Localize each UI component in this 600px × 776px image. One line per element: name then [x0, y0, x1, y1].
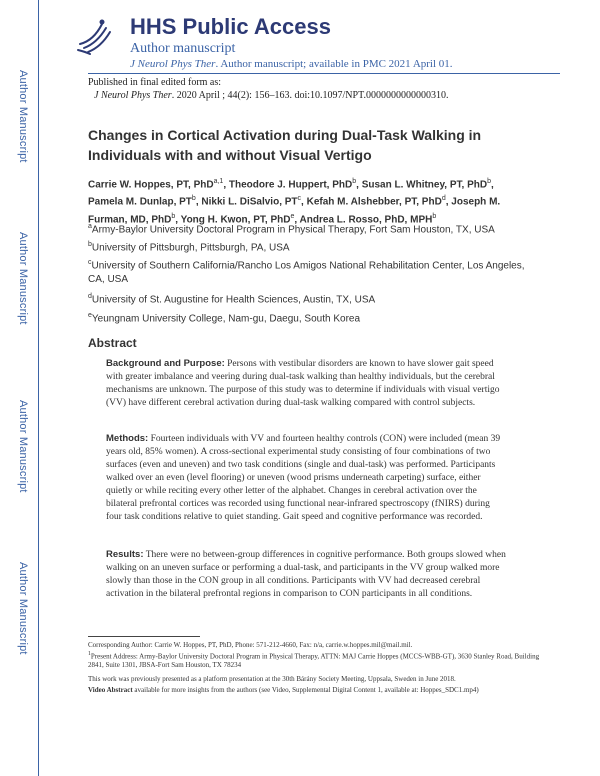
manuscript-type: Author manuscript [130, 41, 236, 56]
abstract-background [106, 357, 506, 410]
affiliation-sup: b [88, 241, 92, 248]
hhs-eagle-logo-icon [72, 14, 116, 58]
affiliation-sup: c [88, 259, 92, 266]
author-name: Joseph M. Furman, MD, PhD [88, 196, 501, 225]
author-sup: b [487, 178, 491, 185]
author-name: Carrie W. Hoppes, PT, PhD [88, 179, 214, 191]
affiliation [88, 238, 528, 255]
author-name: Yong H. Kwon, PT, PhD [180, 213, 291, 225]
methods-text: Fourteen individuals with VV and fourteen healthy controls (CON) were included (mean 39 years old, 85% women). A cross-sectional experimental study consisting of four combinations of two surfaces (even and uneven) and two task conditions (single and dual-task) was performed. Participants walked over an even (level flooring) or uneven (wood prisms underneath carpeting) surface, either quietly or while reciting every other letter of the alphabet. Changes in cerebral activation over the bilateral prefrontal cortices was recorded using functional near-infrared spectroscopy (fNIRS) during four task conditions relative to quiet standing. Gait speed and cognitive performance was recorded. [106, 434, 501, 522]
author-sup: b [191, 195, 196, 203]
affiliation [88, 309, 528, 326]
affiliation-text: University of Pittsburgh, Pittsburgh, PA, USA [91, 242, 290, 254]
paper-title: Changes in Cortical Activation during Dual-Task Walking in Individuals with and without Visual Vertigo [88, 127, 482, 163]
citation-details: . 2020 April ; 44(2): 156–163. doi:10.1097/NPT.0000000000000310. [171, 90, 449, 101]
video-abstract-label: Video Abstract [88, 686, 133, 694]
footnote-sup: 1 [88, 651, 91, 657]
author-sup: e [290, 212, 295, 220]
methods-label: Methods: [106, 433, 149, 444]
affiliation-text: Yeungnam University College, Nam-gu, Daegu, South Korea [91, 313, 361, 325]
abstract-results [106, 548, 506, 601]
abstract-methods [106, 432, 506, 524]
author-name: Andrea L. Rosso, PhD, MPH [299, 213, 433, 225]
footnote-present-address [88, 650, 548, 669]
citation [94, 90, 448, 101]
author-sup: b [171, 212, 176, 220]
affiliation [88, 290, 528, 307]
author-list: Carrie W. Hoppes, PT, PhD$^{a,1}$, Theodore J. Huppert, PhD$^b$, Susan L. Whitney, PT, PhD$^b$, Pamela M. Dunlap, $PT^b$, Nikki L. DiSalvio, $PT^c$, Kefah M. Alshebber, PT, PhD$^d$, Joseph M. Furman, MD, PhD$^b$, Yong H. Kwon, PT, PhD$^e$, Andrea L. Rosso, PhD, MPH$^b$ [88, 178, 501, 225]
published-line: Published in final edited form as: [88, 77, 222, 88]
results-label: Results: [106, 549, 144, 560]
journal-availability [130, 58, 453, 70]
author-sup: a,1 [213, 178, 224, 185]
video-abstract-text: available for more insights from the authors (see Video, Supplemental Digital Content 1, available at: Hoppes_SDC1.mp4) [132, 686, 479, 694]
availability-text: . Author manuscript; available in PMC 2021 April 01. [215, 58, 453, 70]
footnote-video [88, 686, 548, 695]
author-name: Theodore J. Huppert, PhD [228, 179, 353, 191]
author-name: Kefah M. Alshebber, PT, PhD [306, 196, 442, 208]
sidebar-label-1: Author Manuscript [17, 70, 29, 163]
affiliation-sup: a [88, 223, 92, 230]
author-sup: b [432, 212, 437, 220]
journal-abbrev: J Neurol Phys Ther [130, 58, 216, 70]
sidebar-label-3: Author Manuscript [17, 400, 29, 493]
author-sup: b [352, 178, 357, 185]
author-sup: c [297, 195, 302, 203]
abstract-heading: Abstract [88, 336, 137, 350]
citation-journal: J Neurol Phys Ther [94, 90, 172, 101]
affiliation [88, 220, 528, 237]
header-rule [88, 73, 560, 74]
results-text: There were no between-group differences in cognitive performance. Both groups slowed when walking on an uneven surface or performing a dual-task, and participants in the VV group walked more slowly than those in the CON group in all conditions. Participants with VV had decreased cerebral activation in the bilateral prefrontal regions in comparison to CON participants in all conditions. [106, 550, 506, 599]
author-sup: d [441, 195, 446, 203]
footnote-corresponding: Corresponding Author: Carrie W. Hoppes, PT, PhD, Phone: 571-212-4660, Fax: n/a, carrie.w.hoppes.mil@mail.mil. [88, 641, 413, 649]
repository-title: HHS Public Access [130, 14, 331, 39]
sidebar-label-4: Author Manuscript [17, 562, 29, 655]
author-name: Susan L. Whitney, PT, PhD [361, 179, 488, 191]
footnote-address-text: Present Address: Army-Baylor University Doctoral Program in Physical Therapy, ATTN: MAJ Carrie Hoppes (MCCS-WBB-GT), 3630 Stanley Road, Building 2841, Suite 1301, JBSA-Fort Sam Houston, TX 78234 [88, 652, 540, 669]
footnote-presented: This work was previously presented as a platform presentation at the 30th Bárány Society Meeting, Uppsala, Sweden in June 2018. [88, 675, 456, 683]
background-text: Persons with vestibular disorders are known to have slower gait speed with greater imbalance and veering during dual-task walking than healthy individuals, but the cerebral mechanisms are unknown. The purpose of this study was to determine if individuals with visual vertigo (VV) have different cerebral activation during dual-task walking compared with control subjects. [106, 359, 500, 408]
affiliation-text: Army-Baylor University Doctoral Program in Physical Therapy, Fort Sam Houston, TX, USA [91, 224, 495, 236]
affiliation-sup: d [88, 293, 92, 300]
background-label: Background and Purpose: [106, 358, 225, 369]
affiliation-sup: e [88, 312, 92, 319]
author-name: Nikki L. DiSalvio, PT [201, 196, 298, 208]
footnote-rule [88, 636, 200, 637]
affiliation-text: University of Southern California/Rancho Los Amigos National Rehabilitation Center, Los Angeles, CA, USA [88, 260, 525, 286]
sidebar-label-2: Author Manuscript [17, 232, 29, 325]
affiliation [88, 256, 528, 287]
left-sidebar [0, 0, 38, 776]
sidebar-divider [38, 0, 39, 776]
affiliation-text: University of St. Augustine for Health Sciences, Austin, TX, USA [91, 294, 376, 306]
author-name: Pamela M. Dunlap, PT [88, 196, 192, 208]
